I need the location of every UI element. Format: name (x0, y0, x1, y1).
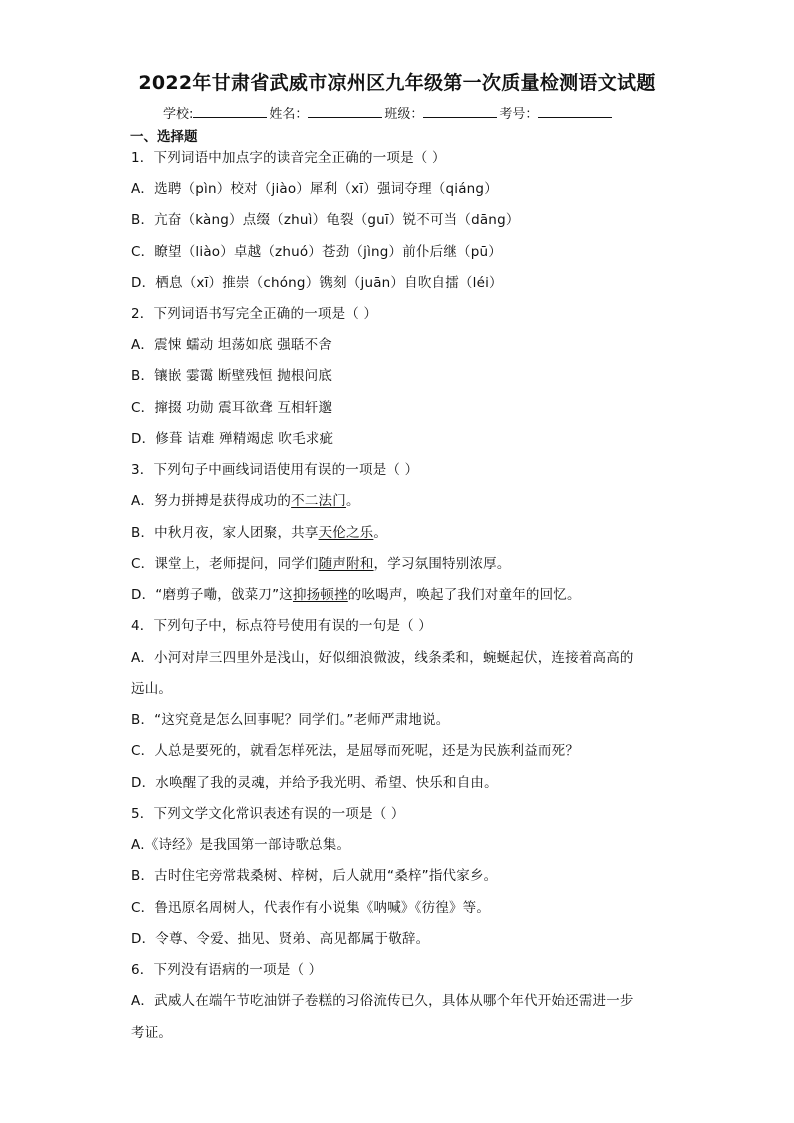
q3-c-text: C．课堂上，老师提问，同学们 (131, 556, 319, 572)
school-label: 学校: (163, 107, 194, 122)
q5-stem: 5．下列文学文化常识表述有误的一项是（ ） (131, 806, 405, 822)
q5-option-b: B．古时住宅旁常栽桑树、梓树，后人就用“桑梓”指代家乡。 (131, 868, 498, 884)
exam-no-blank (538, 104, 612, 118)
q3-c-tail: ，学习氛围特别浓厚。 (373, 556, 511, 572)
q2-option-c: C．撺掇 功勋 震耳欲聋 互相轩邈 (131, 400, 333, 416)
q6-option-a-line1: A．武威人在端午节吃油饼子卷糕的习俗流传已久，具体从哪个年代开始还需进一步 (131, 993, 634, 1009)
section-heading: 一、选择题 (130, 129, 198, 145)
q2-option-d: D．修葺 诘难 殚精竭虑 吹毛求疵 (131, 431, 334, 447)
q3-option-d (131, 586, 581, 604)
name-blank (308, 104, 382, 118)
q3-a-underlined: 不二法门 (291, 493, 346, 509)
q6-stem: 6．下列没有语病的一项是（ ） (131, 962, 323, 978)
q4-option-c: C．人总是要死的，就看怎样死法，是屈辱而死呢，还是为民族利益而死？ (131, 743, 580, 759)
q1-option-d: D．栖息（xī）推崇（chóng）镌刻（juān）自吹自擂（léi） (131, 275, 503, 291)
class-label: 班级： (384, 107, 424, 122)
q3-c-underlined: 随声附和 (318, 556, 374, 572)
q3-d-tail: 的吆喝声，唤起了我们对童年的回忆。 (347, 587, 581, 603)
q1-stem: 1．下列词语中加点字的读音完全正确的一项是（ ） (131, 150, 446, 166)
q3-option-b (131, 524, 387, 542)
q3-option-a (131, 492, 360, 510)
q1-option-c: C．瞭望（liào）卓越（zhuó）苍劲（jìng）前仆后继（pū） (131, 244, 502, 260)
q4-stem: 4．下列句子中，标点符号使用有误的一句是（ ） (131, 618, 432, 634)
q3-d-underlined: 抑扬顿挫 (292, 587, 348, 603)
q2-option-a: A．震悚 蠕动 坦荡如底 强聒不舍 (131, 337, 333, 353)
q3-b-underlined: 天伦之乐 (318, 525, 374, 541)
q3-stem: 3．下列句子中画线词语使用有误的一项是（ ） (131, 462, 419, 478)
q5-option-d: D．令尊、令爱、拙见、贤弟、高见都属于敬辞。 (131, 931, 430, 947)
q3-a-text: A．努力拼搏是获得成功的 (131, 493, 292, 509)
name-label: 姓名： (269, 107, 309, 122)
q5-option-c: C．鲁迅原名周树人，代表作有小说集《呐喊》《彷徨》等。 (131, 900, 491, 916)
q4-option-b: B．“这究竟是怎么回事呢？同学们。”老师严肃地说。 (131, 712, 450, 728)
q1-option-a: A．选聘（pìn）校对（jiào）犀利（xī）强词夺理（qiáng） (131, 181, 498, 197)
school-blank (193, 104, 267, 118)
q5-option-a: A.《诗经》是我国第一部诗歌总集。 (131, 837, 351, 853)
class-blank (423, 104, 497, 118)
q2-option-b: B．镶嵌 霎霭 断壁残恒 抛根问底 (131, 368, 333, 384)
q3-d-text: D．“磨剪子嘞，戗菜刀”这 (131, 587, 293, 603)
exam-title: 2022年甘肃省武威市凉州区九年级第一次质量检测语文试题 (138, 72, 656, 94)
q4-option-a-line2: 远山。 (131, 681, 173, 697)
q3-b-tail: 。 (373, 525, 388, 541)
q3-option-c (131, 555, 511, 573)
q4-option-a-line1: A．小河对岸三四里外是浅山，好似细浪微波，线条柔和，蜿蜒起伏，连接着高高的 (131, 650, 634, 666)
exam-no-label: 考号： (499, 107, 539, 122)
student-info-row (163, 103, 614, 122)
q4-option-d: D．水唤醒了我的灵魂，并给予我光明、希望、快乐和自由。 (131, 775, 498, 791)
q1-option-b: B．亢奋（kàng）点缀（zhuì）龟裂（guī）锐不可当（dāng） (131, 212, 520, 228)
q6-option-a-line2: 考证。 (131, 1025, 173, 1041)
q2-stem: 2．下列词语书写完全正确的一项是（ ） (131, 306, 378, 322)
q3-a-tail: 。 (345, 493, 360, 509)
q3-b-text: B．中秋月夜，家人团聚，共享 (131, 525, 319, 541)
